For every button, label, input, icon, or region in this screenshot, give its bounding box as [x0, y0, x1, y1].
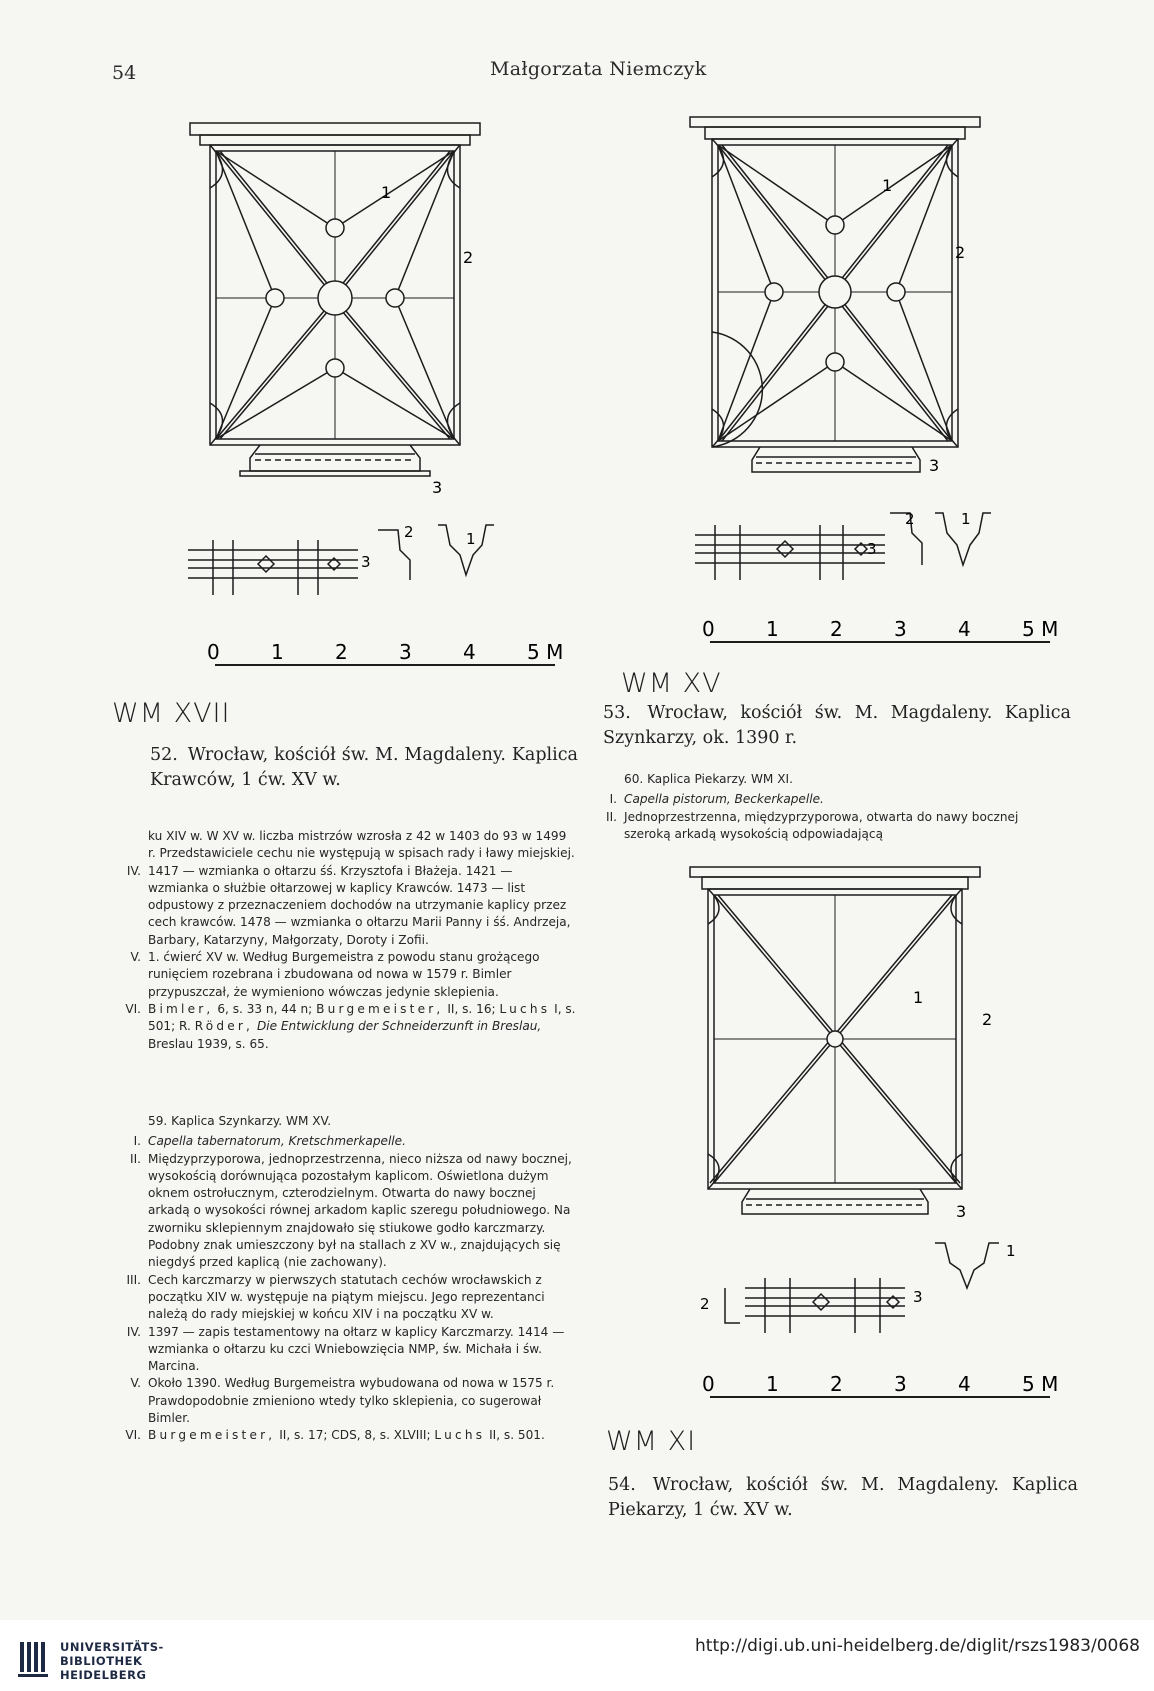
catalog-entry-60 [598, 771, 1062, 843]
reference: I, s. 501; R. [148, 1001, 576, 1034]
profile-label-3: 3 [913, 1288, 923, 1306]
plan-label-3: 3 [432, 478, 443, 497]
rib-profiles-piekarzy [695, 1238, 1055, 1338]
entry-heading: 60. Kaplica Piekarzy. WM XI. [624, 772, 793, 786]
section-number: VI. [125, 1428, 141, 1443]
scale-tick-1: 1 [271, 640, 284, 664]
scale-tick-1: 1 [766, 617, 779, 641]
section-number: IV. [126, 863, 141, 878]
caption-text: Wrocław, kościół św. M. Magdaleny. Kaplica Krawców, 1 ćw. XV w. [150, 745, 578, 790]
entry-text: 1397 — zapis testamentowy na ołtarz w kaplicy Karczmarzy. 1414 — wzmianka o ołtarzu ku czci Wniebowzięcia NMP, św. Michała i św. Marcina. [148, 1324, 565, 1374]
profile-label-3: 3 [867, 540, 877, 558]
catalog-entry-58-continued [122, 828, 576, 1053]
scale-tick-4: 4 [958, 617, 971, 641]
scale-tick-4: 4 [958, 1372, 971, 1396]
section-number: II. [606, 809, 617, 824]
entry-text: Cech karczmarzy w pierwszych statutach cechów wrocławskich z początku XIV w. występuje na piątym miejscu. Jego reprezentanci należą do rady miejskiej w końcu XIV i na początku XV w. [148, 1272, 545, 1322]
entry-text: ku XIV w. W XV w. liczba mistrzów wzrosła z 42 w 1403 do 93 w 1499 r. Przedstawiciele cechu nie występują w spisach rady i ławy miejskiej. [148, 829, 575, 861]
entry-text: Jednoprzestrzenna, międzyprzyporowa, otwarta do nawy bocznej szeroką arkadą wysokością odpowiadającą [624, 809, 1019, 841]
figure-caption-54 [608, 1473, 1078, 1523]
profile-label-1: 1 [466, 530, 476, 548]
scale-tick-0: 0 [207, 640, 220, 664]
page-number: 54 [112, 62, 137, 84]
profile-label-1: 1 [961, 510, 971, 528]
reference: II, s. 501. [489, 1428, 545, 1443]
library-name: UNIVERSITÄTS- BIBLIOTHEK HEIDELBERG [60, 1640, 164, 1682]
plan-label-2: 2 [955, 243, 966, 262]
plan-label-2: 2 [982, 1010, 993, 1029]
scale-tick-3: 3 [399, 640, 412, 664]
scale-tick-3: 3 [894, 1372, 907, 1396]
author-name: Röder, [194, 1019, 254, 1034]
profile-label-2: 2 [905, 510, 915, 528]
scale-tick-4: 4 [463, 640, 476, 664]
vault-plan-piekarzy [690, 862, 993, 1237]
scale-tick-1: 1 [766, 1372, 779, 1396]
reference: II, s. 17; CDS, 8, s. XLVIII; [279, 1428, 431, 1443]
entry-text: Około 1390. Według Burgemeistra wybudowana od nowa w 1575 r. Prawdopodobnie zmieniono wtedy tylko sklepienia, co sugerował Bimler. [148, 1376, 555, 1426]
section-number: I. [133, 1134, 141, 1149]
caption-number: 53. [603, 703, 631, 723]
running-header-author: Małgorzata Niemczyk [490, 58, 707, 80]
author-name: Luchs [434, 1428, 486, 1443]
plan-label-2: 2 [463, 248, 474, 267]
section-number: V. [130, 950, 141, 965]
section-number: IV. [126, 1324, 141, 1339]
university-library-logo [18, 1638, 52, 1678]
entry-text: Capella tabernatorum, Kretschmerkapelle. [148, 1134, 406, 1149]
profile-label-2: 2 [700, 1295, 710, 1313]
caption-text: Wrocław, kościół św. M. Magdaleny. Kaplica Szynkarzy, ok. 1390 r. [603, 703, 1071, 748]
rib-profiles-szynkarzy [695, 505, 1025, 595]
bibliography [148, 1001, 576, 1053]
section-number: II. [130, 1151, 141, 1166]
scale-tick-0: 0 [702, 617, 715, 641]
scale-bar-left [205, 640, 585, 680]
caption-number: 54. [608, 1475, 636, 1495]
scale-tick-5: 5 M [1022, 617, 1059, 641]
entry-text: 1417 — wzmianka o ołtarzu śś. Krzysztofa i Błażeja. 1421 — wzmianka o służbie ołtarzowej w kaplicy Krawców. 1473 — list odpustowy z przeznaczeniem dochodów na utrzymanie kaplicy przez cech krawców. 1478 — wzmianka o ołtarzu Marii Panny i śś. Andrzeja, Barbary, Katarzyny, Małgorzaty, Doroty i Zofii. [148, 863, 571, 947]
figure-code-wm-xvii: WM XVII [112, 698, 231, 729]
scale-tick-5: 5 M [1022, 1372, 1059, 1396]
profile-label-2: 2 [404, 523, 414, 541]
entry-heading: 59. Kaplica Szynkarzy. WM XV. [148, 1114, 332, 1128]
figure-caption-52 [150, 743, 578, 793]
plan-label-3: 3 [929, 456, 940, 475]
scale-bar-upper-right [700, 617, 1080, 657]
reference: II, s. 16; [447, 1001, 496, 1016]
entry-text: 1. ćwierć XV w. Według Burgemeistra z powodu stanu grożącego runięciem rozebrana i zbudowana od nowa w 1579 r. Bimler przypuszczał, że wymieniono wówczas jedynie sklepienia. [148, 950, 540, 999]
plan-label-1: 1 [882, 176, 893, 195]
reference: 6, s. 33 n, 44 n; [217, 1001, 313, 1016]
caption-text: Wrocław, kościół św. M. Magdaleny. Kaplica Piekarzy, 1 ćw. XV w. [608, 1475, 1078, 1520]
entry-text: Międzyprzyporowa, jednoprzestrzenna, nieco niższa od nawy bocznej, wysokością dorównująca pozostałym kaplicom. Oświetlona dużym oknem ostrołucznym, czterodzielnym. Otwarta do nawy bocznej arkadą o wysokości równej arkadom kaplic szeregu południowego. Na zworniku sklepiennym znajdowało się stiukowe godło karczmarzy. Podobny znak umieszczony był na stallach z XV w., znajdujących się niegdyś przed kaplicą (nie zachowany). [148, 1151, 572, 1270]
author-name: Burgemeister, [148, 1428, 276, 1443]
section-number: I. [609, 792, 617, 807]
digital-library-url-link[interactable]: http://digi.ub.uni-heidelberg.de/diglit/rszs1983/0068 [695, 1636, 1140, 1656]
bibliography [148, 1427, 576, 1444]
scale-tick-2: 2 [830, 1372, 843, 1396]
profile-label-1: 1 [1006, 1242, 1016, 1260]
section-number: VI. [125, 1001, 141, 1016]
figure-code-wm-xv: WM XV [621, 668, 722, 699]
figure-code-wm-xi: WM XI [606, 1426, 697, 1457]
scale-tick-2: 2 [335, 640, 348, 664]
vault-plan-szynkarzy [690, 112, 990, 492]
scale-tick-2: 2 [830, 617, 843, 641]
caption-number: 52. [150, 745, 178, 765]
profile-label-3: 3 [361, 553, 371, 571]
entry-text: Capella pistorum, Beckerkapelle. [624, 792, 824, 807]
book-title: Die Entwicklung der Schneiderzunft in Breslau, [256, 1019, 542, 1034]
catalog-entry-59 [122, 1113, 576, 1445]
reference: Breslau 1939, s. 65. [148, 1036, 269, 1051]
author-name: Luchs [499, 1001, 551, 1016]
section-number: III. [126, 1272, 141, 1287]
plan-label-1: 1 [381, 183, 392, 202]
author-name: Burgemeister, [316, 1001, 444, 1016]
scale-tick-0: 0 [702, 1372, 715, 1396]
figure-caption-53 [603, 701, 1071, 751]
plan-label-1: 1 [913, 988, 924, 1007]
author-name: Bimler, [148, 1001, 214, 1016]
plan-label-3: 3 [956, 1202, 967, 1221]
scale-tick-5: 5 M [527, 640, 564, 664]
section-number: V. [130, 1376, 141, 1391]
scale-bar-lower-right [700, 1372, 1080, 1412]
vault-plan-krawcow [180, 118, 500, 513]
scale-tick-3: 3 [894, 617, 907, 641]
